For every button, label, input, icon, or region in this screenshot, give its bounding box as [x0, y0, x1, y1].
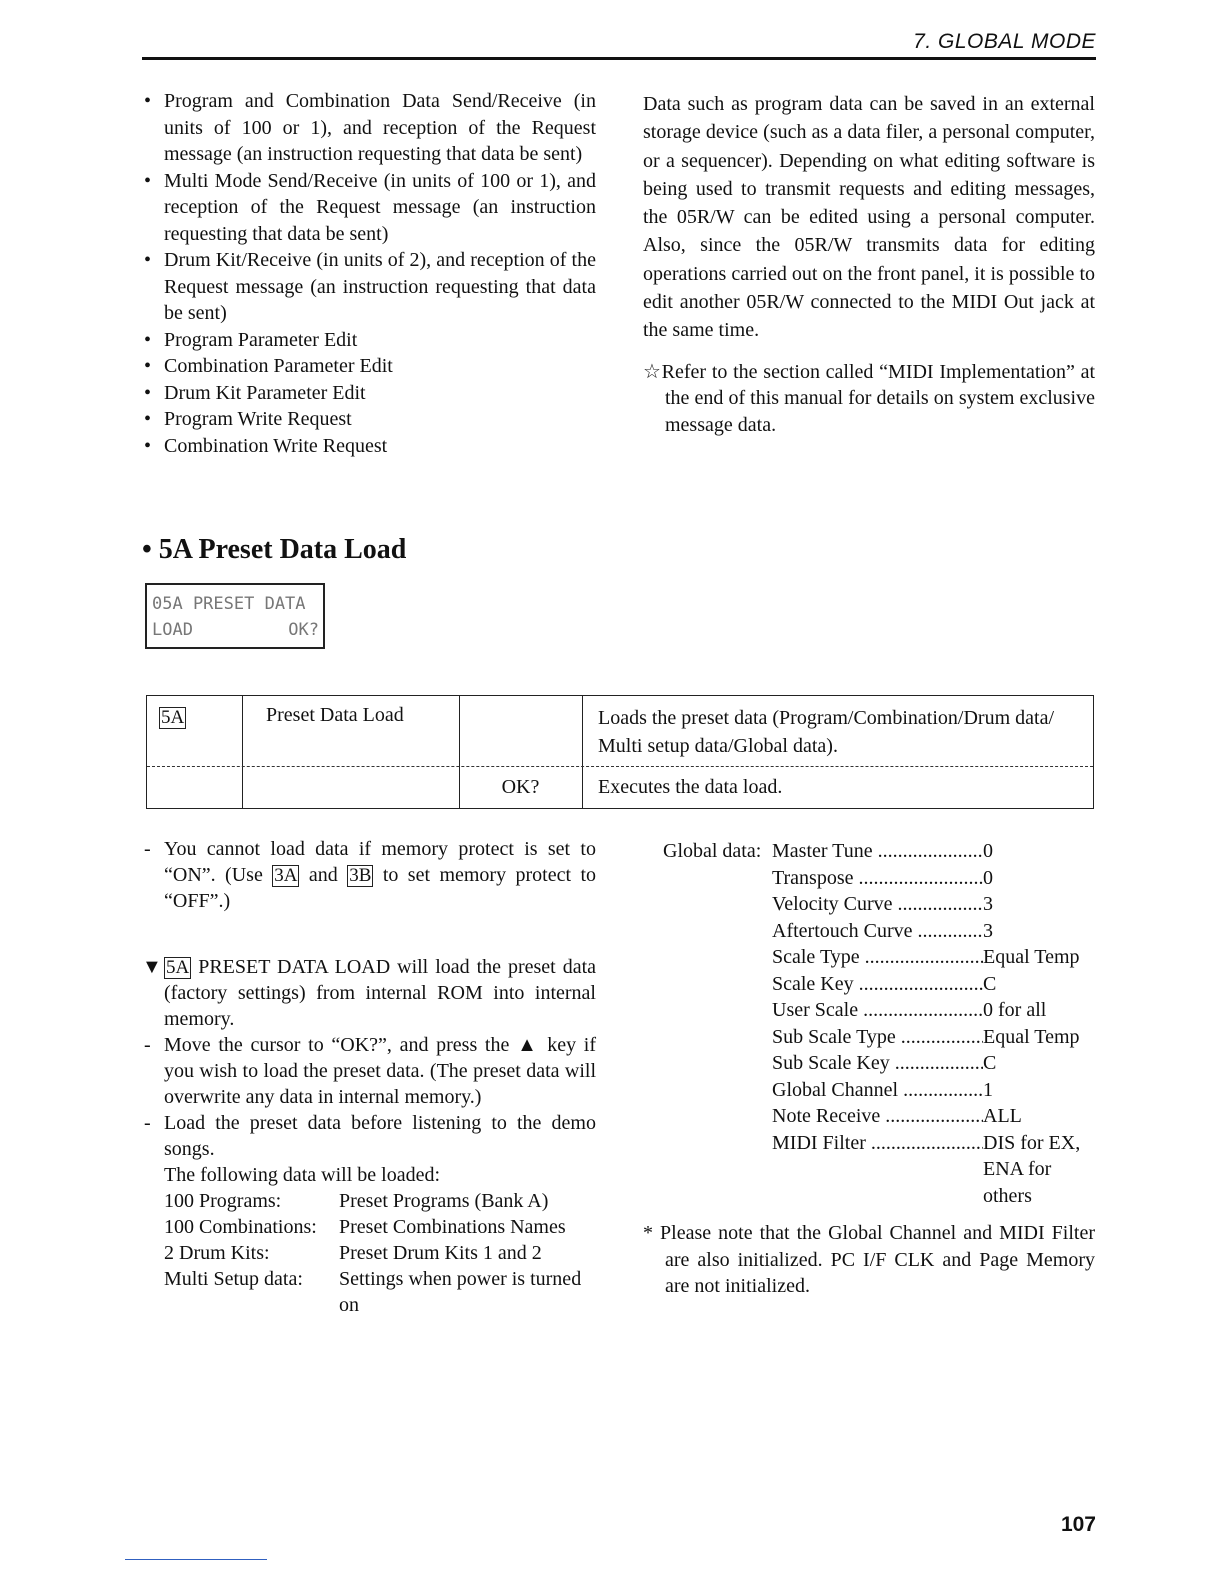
- list-item: Scale Type ..... Equal Temp: [663, 944, 1103, 971]
- list-item: • Multi Mode Send/Receive (in units of 100 or 1), and reception of the Request message (an instruction requesting that data be sent): [144, 169, 596, 245]
- bullet-icon: •: [144, 434, 152, 457]
- list-item: Scale Key ..... C: [663, 971, 1103, 998]
- table-divider: [582, 696, 583, 808]
- lcd-line-2-right: OK?: [288, 620, 319, 640]
- list-item: User Scale ..... 0 for all: [663, 997, 1103, 1024]
- global-data-list: [663, 838, 1103, 1209]
- parameter-table: [146, 695, 1094, 809]
- bullet-icon: •: [144, 328, 152, 351]
- lcd-line-2-left: LOAD: [152, 620, 193, 640]
- list-item: • Program and Combination Data Send/Receive (in units of 100 or 1), and reception of the Request message (an instruction requesting that data be sent): [144, 90, 596, 165]
- header-rule: [142, 57, 1096, 60]
- parameter-name: Preset Data Load: [266, 704, 404, 726]
- list-item: Sub Scale Type ..... Equal Temp: [663, 1024, 1103, 1051]
- triangle-down-icon: ▼: [142, 956, 162, 978]
- initialization-footnote: * Please note that the Global Channel and MIDI Filter are also initialized. PC I/F CLK and Page Memory are not initialized.: [643, 1222, 1095, 1297]
- list-item: Note Receive ..... ALL: [663, 1103, 1103, 1130]
- key-5a-icon: 5A: [166, 957, 190, 978]
- left-column: [142, 88, 596, 459]
- list-item: Velocity Curve ..... 3: [663, 891, 1103, 918]
- lcd-line-1: 05A PRESET DATA: [152, 594, 306, 614]
- page-number: 107: [1060, 1513, 1096, 1536]
- bullet-icon: •: [144, 90, 152, 112]
- list-item: Global Channel ..... 1: [663, 1077, 1103, 1104]
- loaded-data-table: [164, 1188, 596, 1318]
- list-item: • Combination Parameter Edit: [142, 353, 596, 380]
- demo-note: - Load the preset data before listening to the demo songs. The following data will be loaded:: [144, 1112, 596, 1186]
- running-header: 7. GLOBAL MODE: [913, 30, 1096, 53]
- midi-implementation-note: ☆Refer to the section called “MIDI Implementation” at the end of this manual for details on system exclusive message data.: [643, 360, 1095, 436]
- list-item: MIDI Filter ..... DIS for EX, ENA for others: [663, 1130, 1103, 1210]
- table-divider: [242, 696, 243, 808]
- row1-description: Loads the preset data (Program/Combination/Drum data/ Multi setup data/Global data).: [598, 707, 1054, 757]
- section-heading: • 5A Preset Data Load: [142, 534, 407, 565]
- bullet-icon: •: [144, 381, 152, 404]
- right-column: [643, 90, 1095, 438]
- parameter-key: [159, 706, 186, 729]
- list-item: • Combination Write Request: [142, 433, 596, 460]
- key-5a-icon: 5A: [161, 707, 185, 728]
- global-data-prefix: Global data:: [663, 840, 762, 862]
- list-item: Sub Scale Key ..... C: [663, 1050, 1103, 1077]
- list-item: Global data: Master Tune ..... 0: [663, 838, 1103, 865]
- key-3b-icon: 3B: [349, 865, 372, 886]
- footer-rule: [125, 1559, 267, 1560]
- dash-mark: -: [144, 838, 151, 860]
- table-dashed-divider: [147, 766, 1093, 767]
- table-row: Multi Setup data: Settings when power is turned on: [164, 1268, 582, 1316]
- row2-description: Executes the data load.: [598, 776, 783, 798]
- memory-protect-note: - You cannot load data if memory protect is set to “ON”. (Use 3A and 3B to set memory protect to “OFF”.): [144, 838, 597, 912]
- cursor-note: - Move the cursor to “OK?”, and press the ▲ key if you wish to load the preset data. (The preset data will overwrite any data in internal memory.): [144, 1034, 597, 1108]
- list-item: • Drum Kit Parameter Edit: [142, 380, 596, 407]
- preset-load-description: ▼ 5A PRESET DATA LOAD will load the preset data (factory settings) from internal ROM into internal memory.: [142, 956, 597, 1030]
- list-item: • Program Write Request: [142, 406, 596, 433]
- table-row: 100 Programs: Preset Programs (Bank A): [164, 1190, 549, 1212]
- lcd-display: [145, 583, 325, 649]
- bullet-icon: •: [144, 408, 152, 430]
- preset-load-notes: [142, 836, 596, 1318]
- list-item: • Drum Kit/Receive (in units of 2), and reception of the Request message (an instruction requesting that data be sent): [144, 249, 596, 324]
- list-item: • Program Parameter Edit: [142, 327, 596, 354]
- bullet-icon: •: [144, 249, 152, 271]
- dash-mark: -: [144, 1034, 151, 1056]
- bullet-icon: •: [144, 169, 152, 192]
- feature-list: [142, 88, 596, 459]
- list-item: Transpose ..... 0: [663, 865, 1103, 892]
- table-row: 2 Drum Kits: Preset Drum Kits 1 and 2: [164, 1242, 542, 1264]
- table-row: 100 Combinations: Preset Combinations Names: [164, 1216, 566, 1238]
- dash-mark: -: [144, 1112, 151, 1134]
- intro-paragraph: Data such as program data can be saved in an external storage device (such as a data filer, a personal computer, or a sequencer). Depending on what editing software is being used to transmit requests and editing messages, the 05R/W can be edited using a personal computer. Also, since the 05R/W transmits data for editing operations carried out on the front panel, it is possible to edit another 05R/W connected to the MIDI Out jack at the same time.: [643, 93, 1095, 342]
- bullet-icon: •: [144, 355, 152, 377]
- row2-value: OK?: [501, 776, 540, 798]
- list-item: Aftertouch Curve ..... 3: [663, 918, 1103, 945]
- following-text: The following data will be loaded:: [164, 1164, 441, 1186]
- key-3a-icon: 3A: [274, 865, 298, 886]
- triangle-up-icon: ▲: [517, 1034, 540, 1056]
